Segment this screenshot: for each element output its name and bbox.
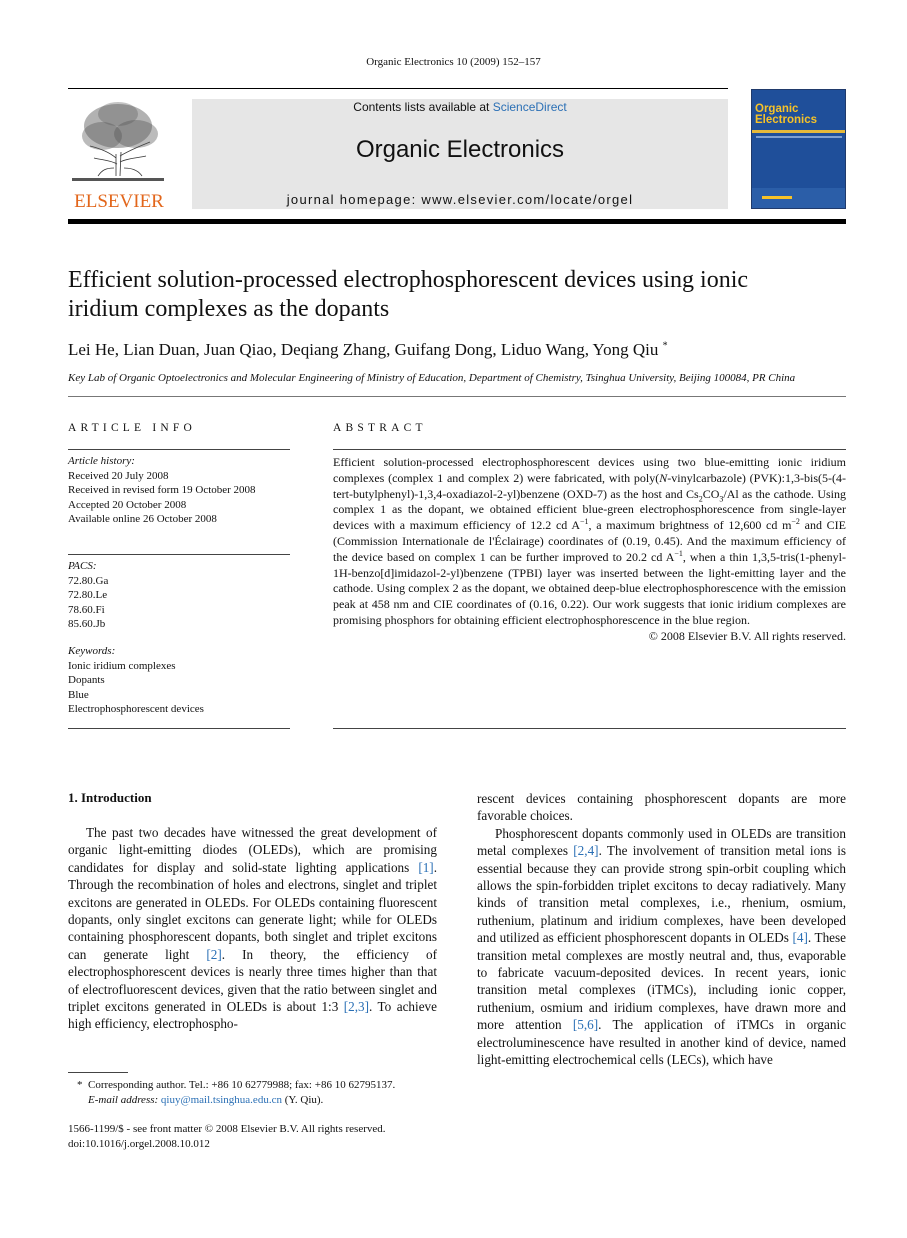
cover-strip	[752, 130, 846, 133]
contents-line	[192, 100, 728, 114]
issn-line: 1566-1199/$ - see front matter © 2008 Elsevier B.V. All rights reserved.	[68, 1123, 386, 1135]
citation-link[interactable]: [2]	[206, 946, 222, 962]
history-item: Accepted 20 October 2008	[68, 498, 187, 511]
pacs-item: 85.60.Jb	[68, 618, 106, 630]
journal-cover-image	[751, 89, 846, 209]
header-thick-rule	[68, 219, 846, 224]
citation-link[interactable]: [5,6]	[572, 1017, 599, 1033]
elsevier-tree-icon	[68, 96, 170, 210]
history-item: Received 20 July 2008	[68, 469, 169, 482]
article-info-heading: ARTICLE INFO	[68, 422, 196, 434]
article-info-bottom-rule	[68, 728, 290, 729]
contents-prefix: Contents lists available at	[353, 100, 493, 114]
doi-line[interactable]: doi:10.1016/j.orgel.2008.10.012	[68, 1137, 210, 1150]
sciencedirect-link[interactable]: ScienceDirect	[492, 100, 567, 114]
affiliation-rule	[68, 396, 846, 397]
citation-link[interactable]: [1]	[418, 859, 434, 875]
cover-title: Organic Electronics	[755, 103, 817, 126]
pacs-item: 78.60.Fi	[68, 603, 105, 616]
author-list: Lei He, Lian Duan, Juan Qiao, Deqiang Zhang, Guifang Dong, Liduo Wang, Yong Qiu *	[68, 340, 668, 359]
cover-footer	[752, 188, 846, 208]
corresponding-mark: *	[662, 340, 668, 352]
abstract-body: Efficient solution-processed electrophosphorescent devices using two blue-emitting ionic iridium complexes (complex 1 and complex 2) were fabricated, with poly(N-vinylcarbazole) (PVK):1,3-bis(5-(4-tert-butylphenyl)-1,3,4-oxadiazol-2-yl)benzene (OXD-7) as the host and $Cs_2CO_3/Al$ as the cathode. Using complex 1 as the dopant, we obtained efficient blue-green electrophosphorescence from single-layer devices with a maximum efficiency of 12.2 cd $A^{-1}$, a maximum brightness of 12,600 cd $m^{-2}$ and CIE (Commission Internationale de l'Éclairage) coordinates of (0.19, 0.45). And the maximum efficiency of the device based on complex 1 can be further improved to 20.2 cd $A^{-1}$, when a thin 1,3,5-tris(1-phenyl-1H-benzo[d]imidazol-2-yl)benzene (TPBI) layer was inserted between the light-emitting layer and the cathode. Using complex 2 as the dopant, we obtained deep-blue electrophosphorescence with the emission peak at 458 nm and CIE coordinates of (0.16, 0.22). Our work suggests that ionic iridium complexes are promising phosphors for obtaining efficient electrophosphorescence in the blue region. © 2008 Elsevier B.V. All rights reserved.	[333, 455, 847, 643]
intro-right-column: rescent devices containing phosphorescent dopants are more favorable choices. Phosphorescent dopants commonly used in OLEDs are transition metal complexes [2,4]. The involvement of transition metal ions is essential because they can provide strong spin-orbit coupling which allows the spin-forbidden triplet excitons to decay radiatively. Many kinds of transition metal complexes, i.e., rhenium, osmium, ruthenium, platinum and iridium complexes, have been developed and utilized as efficient phosphorescent dopants in OLEDs [4]. These transition metal complexes are mostly neutral and, thus, evaporable to fabricate vacuum-deposited devices. In recent years, ionic transition metal complexes (iTMCs), including ionic copper, ruthenium, osmium and iridium complexes, have drawn more and more attention [5,6]. The application of iTMCs in organic electroluminescence have resulted in another kind of device, named light-emitting electrochemical cells (LECs), which have	[477, 791, 846, 1068]
journal-title: Organic Electronics	[355, 136, 565, 163]
history-item: Received in revised form 19 October 2008	[68, 484, 256, 496]
citation-link[interactable]: [4]	[792, 930, 808, 946]
cover-tagline-bar	[756, 136, 842, 138]
abstract-copyright: © 2008 Elsevier B.V. All rights reserved.	[648, 628, 846, 643]
history-item: Available online 26 October 2008	[68, 513, 217, 525]
citation-link[interactable]: [2,4]	[573, 843, 599, 859]
pacs-item: 72.80.Le	[68, 589, 108, 601]
keyword-item: Dopants	[68, 674, 105, 686]
pacs-rule	[68, 554, 290, 555]
article-info-rule	[68, 449, 290, 450]
abstract-heading: ABSTRACT	[333, 422, 427, 434]
footnote-rule	[68, 1072, 128, 1073]
pacs-list: PACS: 72.80.Ga 72.80.Le 78.60.Fi 85.60.Jb	[68, 559, 290, 632]
keyword-item: Blue	[68, 688, 89, 701]
citation-link[interactable]: [2,3]	[343, 999, 370, 1015]
keyword-item: Ionic iridium complexes	[68, 659, 176, 672]
keyword-item: Electrophosphorescent devices	[68, 703, 204, 715]
journal-reference: Organic Electronics 10 (2009) 152–157	[366, 56, 541, 68]
pacs-item: 72.80.Ga	[68, 574, 109, 587]
front-matter-footnote	[68, 1122, 468, 1151]
abstract-bottom-rule	[333, 728, 846, 729]
corresponding-footnote: * Corresponding author. Tel.: +86 10 62779988; fax: +86 10 62795137. E-mail address: qiuy@mail.tsinghua.edu.cn (Y. Qiu).	[77, 1079, 396, 1106]
header-top-rule	[68, 88, 728, 89]
section-heading-introduction: 1. Introduction	[68, 790, 152, 805]
intro-left-column: The past two decades have witnessed the great development of organic light-emitting diodes (OLEDs), which are promising candidates for display and solid-state lighting applications [1]. Through the recombination of holes and electrons, singlet and triplet excitons are generated in OLEDs. For OLEDs containing fluorescent dopants, only singlet excitons can generate light; while for OLEDs containing phosphorescent dopants, both singlet and triplet excitons can generate light [2]. In theory, the efficiency of electrophosphorescent devices is nearly three times higher than that of electrofluorescent devices, given that the ratio between singlet and triplet excitons generated in OLEDs is about 1:3 [2,3]. To achieve high efficiency, electrophospho-	[68, 825, 438, 1032]
article-history: Article history: Received 20 July 2008 Received in revised form 19 October 2008 Accepted 20 October 2008 Available online 26 October 2008	[68, 454, 290, 527]
journal-homepage[interactable]: journal homepage: www.elsevier.com/locate/orgel	[286, 192, 634, 207]
elsevier-wordmark: ELSEVIER	[74, 191, 164, 210]
article-title: Efficient solution-processed electrophosphorescent devices using ionic iridium complexes as the dopants	[68, 267, 749, 322]
abstract-rule	[333, 449, 846, 450]
email-link[interactable]: qiuy@mail.tsinghua.edu.cn	[160, 1093, 282, 1106]
keywords-list: Keywords: Ionic iridium complexes Dopants Blue Electrophosphorescent devices	[68, 644, 290, 717]
affiliation: Key Lab of Organic Optoelectronics and Molecular Engineering of Ministry of Education, Department of Chemistry, Tsinghua University, Beijing 100084, PR China	[68, 372, 796, 384]
elsevier-logo	[68, 96, 170, 210]
